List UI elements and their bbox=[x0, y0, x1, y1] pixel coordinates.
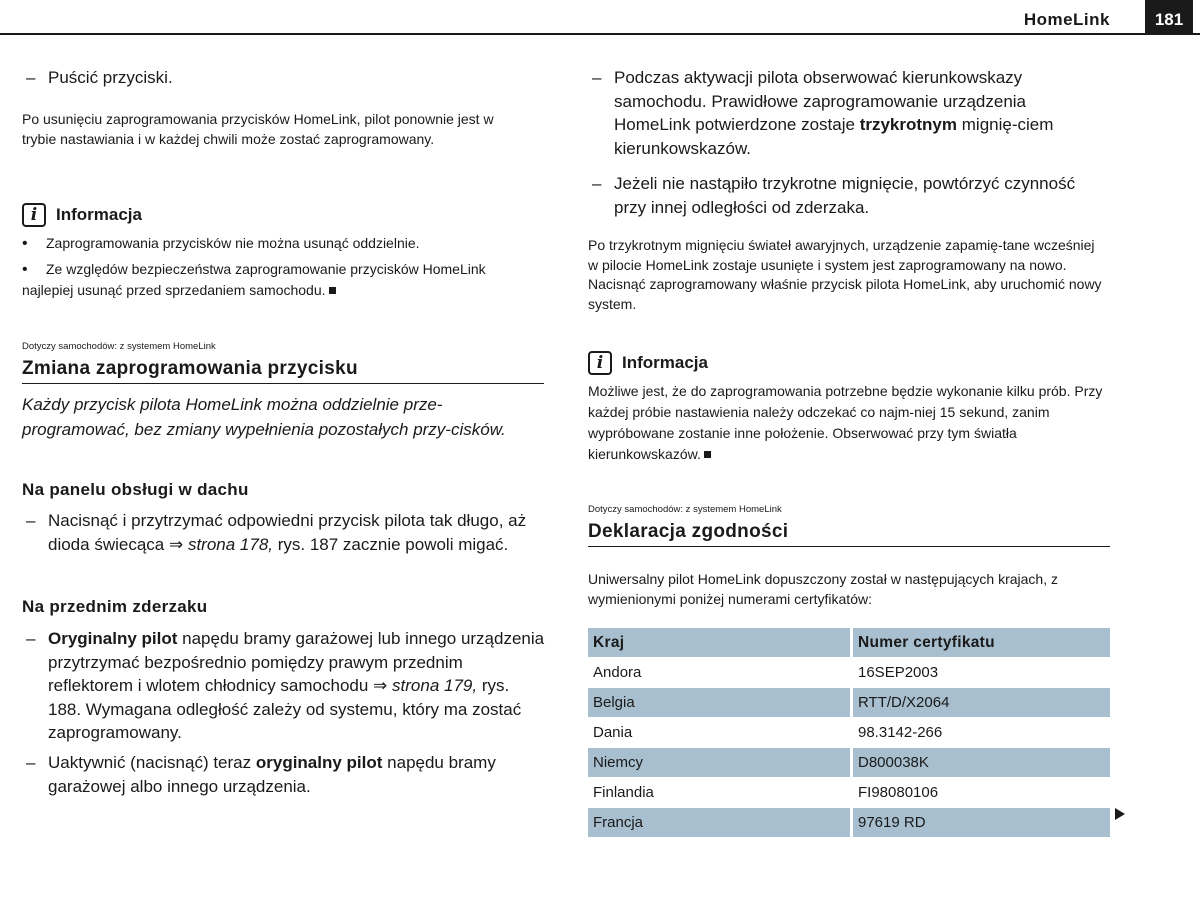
section-title-declaration: Deklaracja zgodności bbox=[588, 521, 1110, 547]
step-front-tail: rys. 188. Wymagana odległość zależy od systemu, który ma zostać zaprogramowany. bbox=[48, 676, 522, 742]
table-cell-certificate: 97619 RD bbox=[852, 808, 1111, 838]
dash-marker: – bbox=[592, 174, 602, 193]
end-square-icon bbox=[704, 451, 711, 458]
table-row bbox=[588, 718, 1110, 748]
step-observe-text: Podczas aktywacji pilota obserwować kierunkowskazy samochodu. Prawidłowe zaprogramowanie urządzenia HomeLink potwierdzone zostaje bbox=[614, 68, 1027, 134]
dash-marker: – bbox=[26, 511, 36, 530]
step-bold-original-remote: Oryginalny pilot bbox=[48, 629, 178, 648]
after-triple-paragraph: Po trzykrotnym mignięciu świateł awaryjnych, urządzenie zapamię-tane wcześniej w pilocie HomeLink zostaje usunięte i system jest zaprogramowany na nowo. Nacisnąć zaprogramowany właśnie przycisk pilota HomeLink, aby uruchomić nowy system. bbox=[588, 237, 1102, 312]
info-title-text-2: Informacja bbox=[622, 353, 708, 372]
certificate-table bbox=[588, 628, 1110, 838]
bullet-dot-icon: • bbox=[22, 261, 28, 278]
info-box-title-1 bbox=[22, 202, 142, 228]
table-row bbox=[588, 808, 1110, 838]
step-roof-panel bbox=[22, 509, 547, 556]
step-roof-text: Nacisnąć i przytrzymać odpowiedni przycisk pilota tak długo, aż dioda świecąca ⇒ bbox=[48, 511, 527, 554]
info-title-text-1: Informacja bbox=[56, 205, 142, 224]
applies-to-note: Dotyczy samochodów: z systemem HomeLink bbox=[588, 504, 782, 515]
table-cell-country: Francja bbox=[588, 808, 852, 838]
applies-to-note: Dotyczy samochodów: z systemem HomeLink bbox=[22, 341, 216, 352]
table-cell-country: Belgia bbox=[588, 688, 852, 718]
page-reference-link[interactable]: strona 179, bbox=[392, 676, 478, 695]
ref-arrow-icon: ⇒ bbox=[373, 676, 388, 695]
subtitle-front-bumper: Na przednim zderzaku bbox=[22, 597, 208, 616]
table-cell-country: Niemcy bbox=[588, 748, 852, 778]
info-bullet-1 bbox=[22, 233, 547, 254]
step-release-text: Puścić przyciski. bbox=[48, 68, 173, 87]
after-delete-paragraph: Po usunięciu zaprogramowania przycisków HomeLink, pilot ponownie jest w trybie nastawiania i w każdej chwili może zostać zaprogramowany. bbox=[22, 111, 494, 147]
table-header-country: Kraj bbox=[588, 628, 852, 658]
table-cell-country: Andora bbox=[588, 658, 852, 688]
table-row bbox=[588, 778, 1110, 808]
dash-marker: – bbox=[592, 68, 602, 87]
info-bullet-text-1: Zaprogramowania przycisków nie można usunąć oddzielnie. bbox=[46, 235, 420, 251]
lead-paragraph: Każdy przycisk pilota HomeLink można oddzielnie prze-programować, bez zmiany wypełnienia pozostałych przy-cisków. bbox=[22, 395, 506, 439]
step-roof-tail: rys. 187 zacznie powoli migać. bbox=[277, 534, 509, 554]
dash-marker: – bbox=[26, 68, 36, 87]
step-repeat-text: Jeżeli nie nastąpiło trzykrotne mignięcie, powtórzyć czynność przy innej odległości od zderzaka. bbox=[614, 174, 1076, 217]
table-cell-certificate: 98.3142-266 bbox=[858, 724, 943, 741]
step-front-text: napędu bramy garażowej lub innego urządzenia przytrzymać bezpośrednio pomiędzy prawym przednim reflektorem i wlotem chłodnicy samochodu bbox=[48, 629, 545, 695]
continue-arrow-icon bbox=[1115, 808, 1125, 820]
info-box-title-2 bbox=[588, 350, 708, 376]
table-cell-country: Dania bbox=[588, 718, 852, 748]
info-text-2-body: Możliwe jest, że do zaprogramowania potrzebne będzie wykonanie kilku prób. Przy każdej próbie nastawienia należy odczekać co najm-niej 15 sekund, zanim wypróbowane zostanie inne położenie. Obserwować przy tym światła kierunkowskazów. bbox=[588, 383, 1103, 462]
info-bullet-text-2: Ze względów bezpieczeństwa zaprogramowanie przycisków HomeLink najlepiej usunąć przed sprzedaniem samochodu. bbox=[22, 261, 486, 298]
header-rule bbox=[0, 33, 1200, 35]
table-cell-certificate: 16SEP2003 bbox=[858, 664, 939, 681]
table-cell-certificate: D800038K bbox=[852, 748, 1111, 778]
table-row bbox=[588, 748, 1110, 778]
info-text-2 bbox=[588, 381, 1108, 465]
table-header-certificate: Numer certyfikatu bbox=[852, 628, 1111, 658]
step-repeat bbox=[588, 172, 1100, 219]
declaration-intro: Uniwersalny pilot HomeLink dopuszczony został w następujących krajach, z wymienionymi poniżej numerami certyfikatów: bbox=[588, 571, 1058, 607]
table-row bbox=[588, 658, 1110, 688]
bullet-dot-icon: • bbox=[22, 235, 28, 252]
table-header-row bbox=[588, 628, 1110, 658]
step-front-bumper-2 bbox=[22, 751, 547, 798]
table-cell-certificate: RTT/D/X2064 bbox=[852, 688, 1111, 718]
step2-pre: Uaktywnić (nacisnąć) teraz bbox=[48, 753, 252, 772]
step-observe-tail: mignię-ciem kierunkowskazów. bbox=[614, 115, 1054, 158]
step2-tail: napędu bramy garażowej albo innego urządzenia. bbox=[48, 753, 496, 796]
header-section-title: HomeLink bbox=[1023, 10, 1110, 29]
info-icon: i bbox=[588, 351, 612, 375]
end-square-icon bbox=[329, 287, 336, 294]
subtitle-roof-panel: Na panelu obsługi w dachu bbox=[22, 480, 249, 499]
step-front-bumper-1 bbox=[22, 627, 547, 745]
table-row bbox=[588, 688, 1110, 718]
step2-bold: oryginalny pilot bbox=[255, 753, 383, 772]
step-observe-indicators bbox=[588, 66, 1100, 160]
dash-marker: – bbox=[26, 753, 36, 772]
page-number: 181 bbox=[1145, 0, 1193, 34]
info-bullet-2 bbox=[22, 259, 522, 301]
info-icon: i bbox=[22, 203, 46, 227]
step-release-buttons bbox=[22, 66, 547, 90]
dash-marker: – bbox=[26, 629, 36, 648]
step-observe-bold: trzykrotnym bbox=[859, 115, 958, 134]
page-reference-link[interactable]: strona 178, bbox=[187, 534, 273, 554]
table-cell-certificate: FI98080106 bbox=[858, 784, 939, 801]
table-cell-country: Finlandia bbox=[588, 778, 852, 808]
section-title-reprogram: Zmiana zaprogramowania przycisku bbox=[22, 358, 544, 384]
